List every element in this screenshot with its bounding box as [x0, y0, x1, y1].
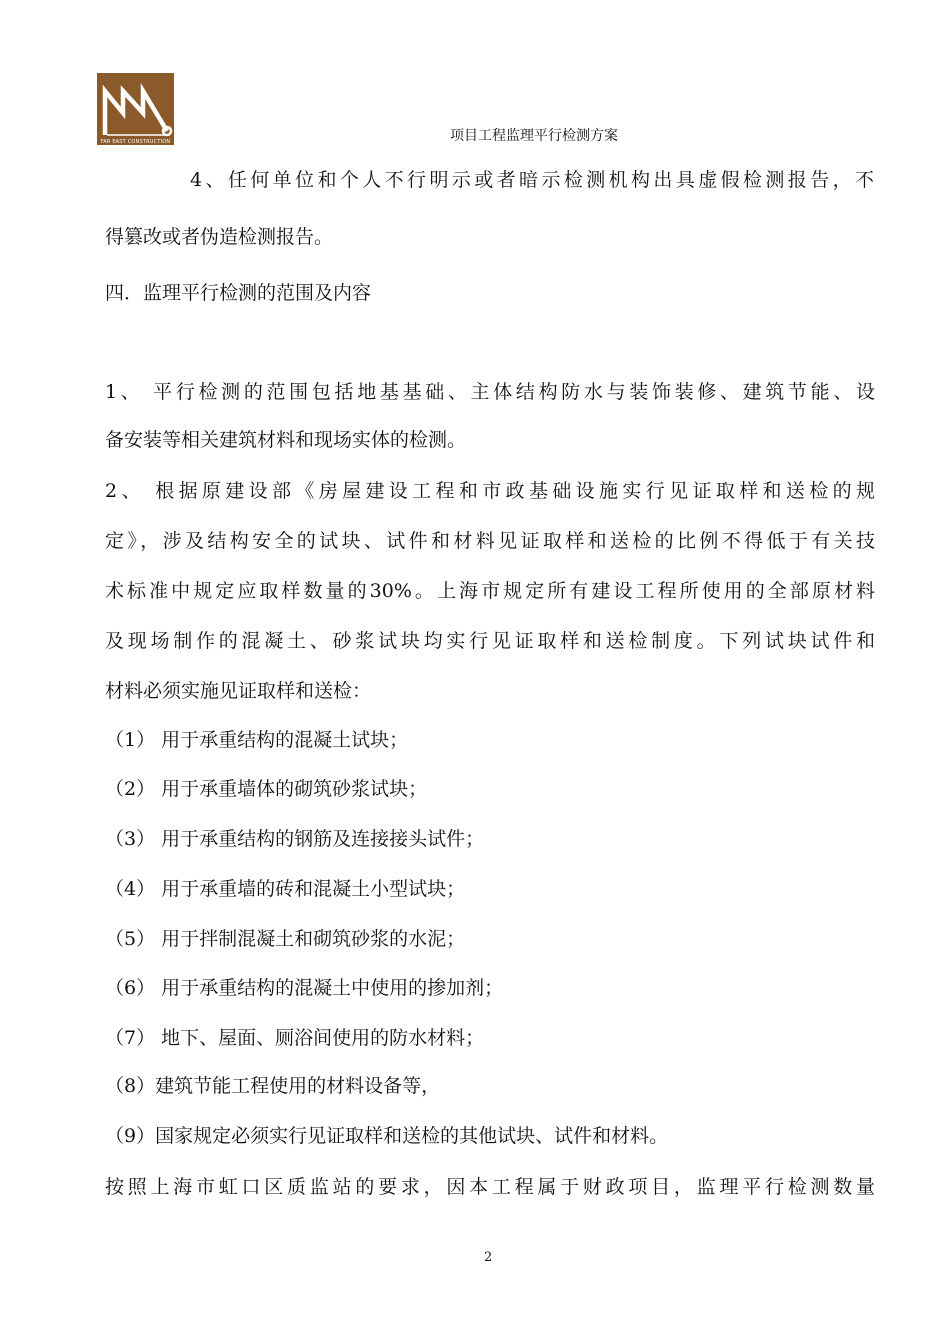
logo-caption: FAR EAST CONSTRUCTION	[100, 139, 171, 145]
paragraph-line: 定》，涉及结构安全的试块、试件和材料见证取样和送检的比例不得低于有关技	[105, 530, 875, 552]
list-item: （6） 用于承重结构的混凝土中使用的掺加剂；	[105, 977, 504, 999]
company-logo	[97, 73, 174, 145]
list-item: （1） 用于承重结构的混凝土试块；	[105, 729, 409, 751]
paragraph-line: 材料必须实施见证取样和送检：	[105, 680, 372, 702]
list-item: （8）建筑节能工程使用的材料设备等，	[105, 1075, 441, 1097]
list-item: （9）国家规定必须实行见证取样和送检的其他试块、试件和材料。	[105, 1125, 669, 1147]
list-item: （4） 用于承重墙的砖和混凝土小型试块；	[105, 878, 466, 900]
paragraph-line: 术标准中规定应取样数量的30%。上海市规定所有建设工程所使用的全部原材料	[105, 580, 875, 602]
paragraph-line: 备安装等相关建筑材料和现场实体的检测。	[105, 429, 467, 451]
paragraph-line: 及现场制作的混凝土、砂浆试块均实行见证取样和送检制度。下列试块试件和	[105, 630, 875, 652]
paragraph-line: 按照上海市虹口区质监站的要求，因本工程属于财政项目，监理平行检测数量	[105, 1176, 875, 1198]
header-title: 项目工程监理平行检测方案	[450, 128, 618, 144]
paragraph-line: 1、 平行检测的范围包括地基基础、主体结构防水与装饰装修、建筑节能、设	[105, 381, 875, 403]
list-item: （5） 用于拌制混凝土和砌筑砂浆的水泥；	[105, 928, 466, 950]
paragraph-line: 2、 根据原建设部《房屋建设工程和市政基础设施实行见证取样和送检的规	[105, 480, 875, 502]
paragraph-line: 得篡改或者伪造检测报告。	[105, 226, 334, 248]
list-item: （3） 用于承重结构的钢筋及连接接头试件；	[105, 828, 485, 850]
paragraph-line: 4、任何单位和个人不行明示或者暗示检测机构出具虚假检测报告，不	[190, 169, 874, 191]
list-item: （2） 用于承重墙体的砌筑砂浆试块；	[105, 778, 428, 800]
list-item: （7） 地下、屋面、厕浴间使用的防水材料；	[105, 1027, 485, 1049]
logo-mark-icon	[97, 73, 174, 145]
page-number: 2	[484, 1250, 493, 1265]
section-heading: 四．监理平行检测的范围及内容	[105, 282, 372, 304]
